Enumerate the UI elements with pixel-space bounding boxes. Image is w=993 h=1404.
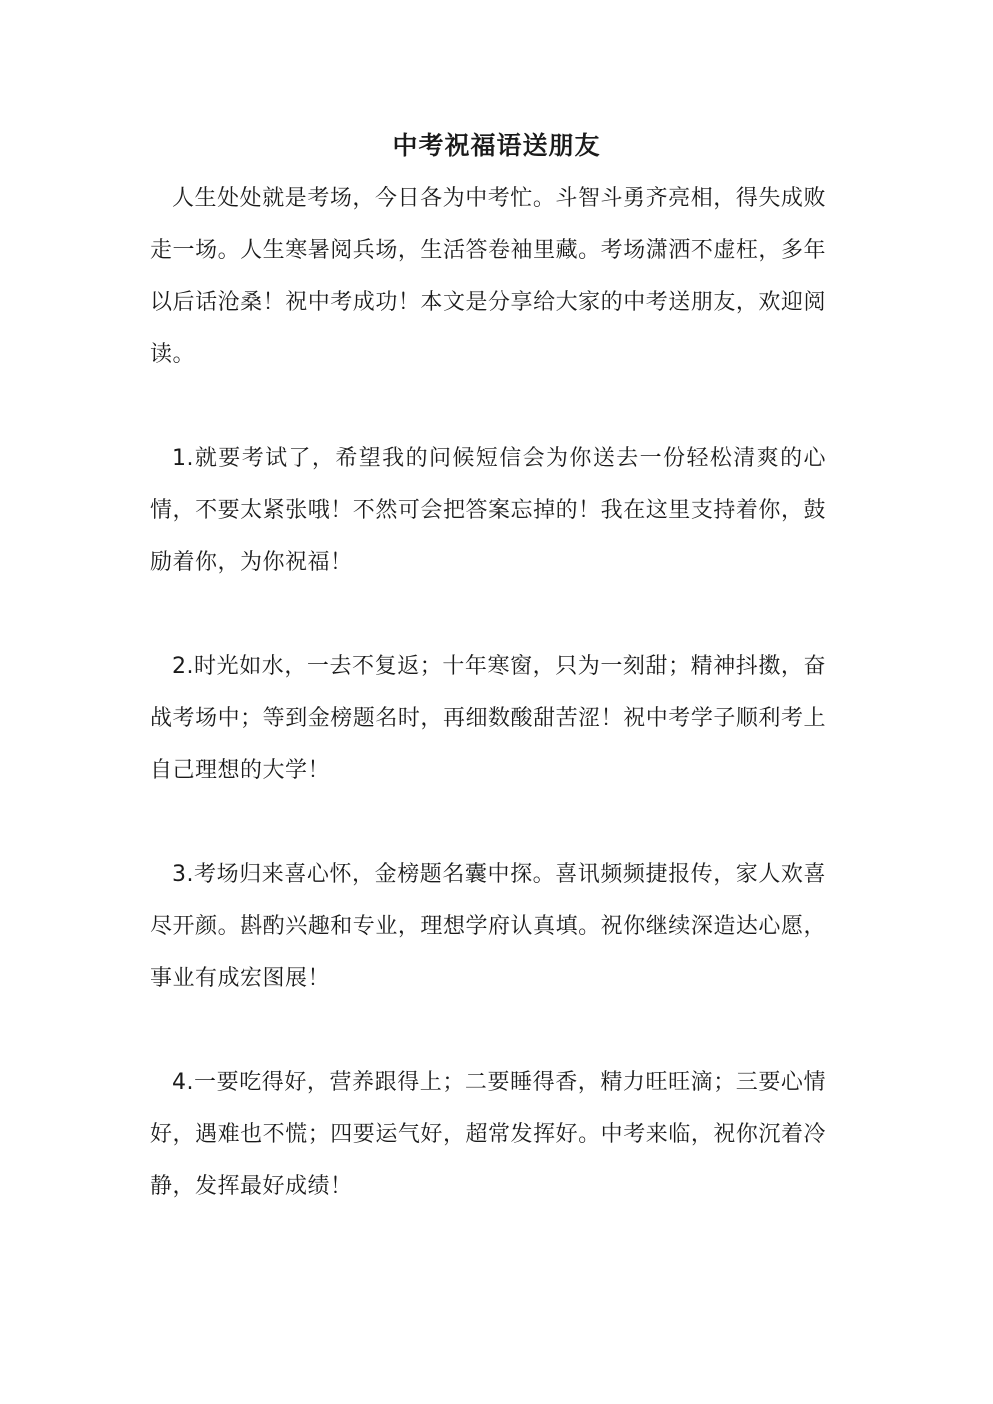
blessing-item-1: 1.就要考试了，希望我的问候短信会为你送去一份轻松清爽的心情，不要太紧张哦！不然可会把答案忘掉的！我在这里支持着你，鼓励着你，为你祝福！: [150, 446, 826, 575]
blessing-item-2: 2.时光如水，一去不复返；十年寒窗，只为一刻甜；精神抖擞，奋战考场中；等到金榜题名时，再细数酸甜苦涩！祝中考学子顺利考上自己理想的大学！: [150, 654, 826, 783]
document-title: 中考祝福语送朋友: [392, 131, 601, 160]
blessing-item-3: 3.考场归来喜心怀，金榜题名囊中探。喜讯频频捷报传，家人欢喜尽开颜。斟酌兴趣和专业，理想学府认真填。祝你继续深造达心愿，事业有成宏图展！: [150, 862, 826, 991]
intro-paragraph: 人生处处就是考场，今日各为中考忙。斗智斗勇齐亮相，得失成败走一场。人生寒暑阅兵场，生活答卷袖里藏。考场潇洒不虚枉，多年以后话沧桑！祝中考成功！本文是分享给大家的中考送朋友，欢迎阅读。: [150, 186, 826, 367]
blessing-item-4: 4.一要吃得好，营养跟得上；二要睡得香，精力旺旺滴；三要心情好，遇难也不慌；四要运气好，超常发挥好。中考来临，祝你沉着冷静，发挥最好成绩！: [150, 1070, 826, 1199]
